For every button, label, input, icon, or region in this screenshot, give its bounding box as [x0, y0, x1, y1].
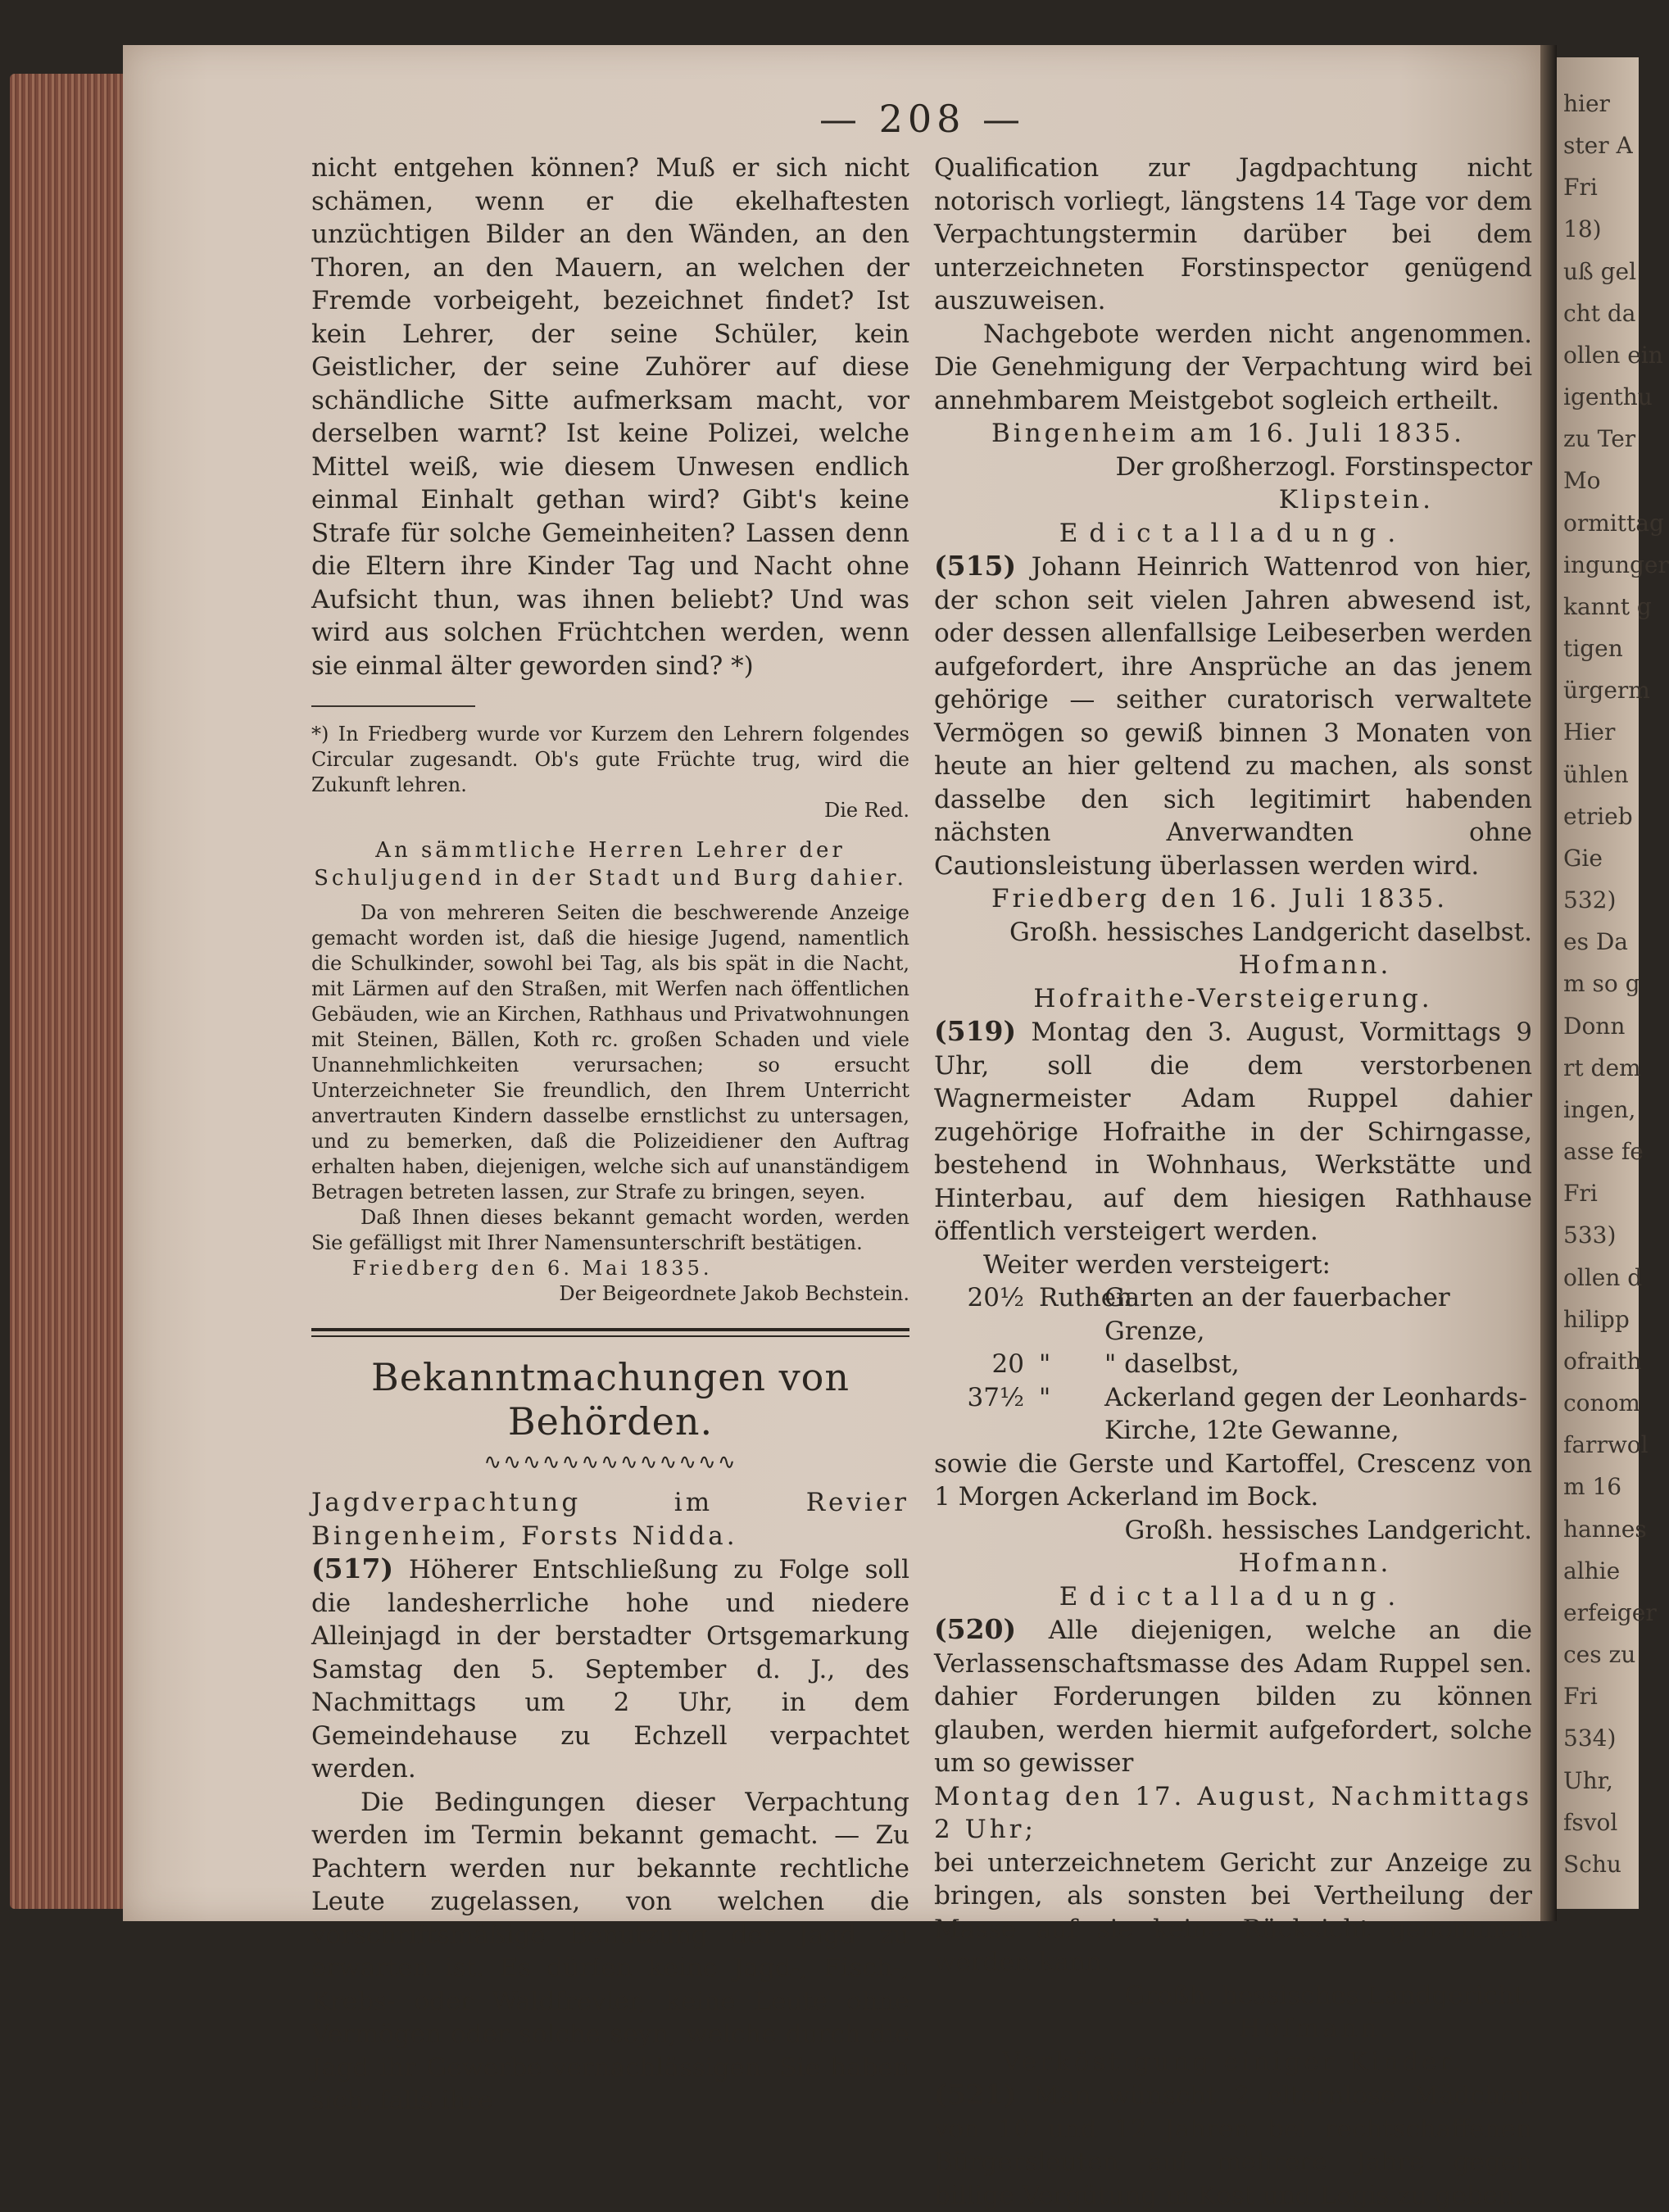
notice-520-text: Alle diejenigen, welche an die Verlassenschaftsmasse des Adam Ruppel sen. dahier Forderungen bilden zu können glauben, werden hiermit aufgefordert, solche um so gewisser: [934, 1616, 1532, 1778]
next-page-fragment: ces zu: [1563, 1641, 1636, 1669]
friedberg-date: Friedberg den 16. Juli 1835.: [991, 884, 1449, 913]
notice-517-continuation: Qualification zur Jagdpachtung nicht notorisch vorliegt, längstens 14 Tage vor dem Verpachtungstermin darüber bei dem unterzeichneten Forstinspector genügend auszuweisen.: [934, 153, 1532, 315]
next-page-fragment: uß gel: [1563, 257, 1637, 285]
bingenheim-date: Bingenheim am 16. Juli 1835.: [991, 419, 1465, 448]
hofmann-3: Hofmann.: [1238, 2014, 1392, 2043]
notice-519-number: (519): [934, 1015, 1017, 1047]
section-heading: Bekanntmachungen von Behörden.: [371, 1355, 850, 1444]
notice-515-number: (515): [934, 550, 1017, 582]
footnote-rule: [311, 705, 475, 707]
next-page-fragment: asse fe: [1563, 1138, 1644, 1166]
next-page-fragment: hier: [1563, 90, 1610, 117]
item-amount: 20½: [967, 1283, 1024, 1312]
next-page-fragment: ormittag: [1563, 509, 1664, 537]
weiter-label: Weiter werden versteigert:: [983, 1249, 1331, 1280]
notice-515-text: Johann Heinrich Wattenrod von hier, der schon seit vielen Jahren abwesend ist, oder dessen allenfallsige Leibeserben werden aufgefordert, ihre Ansprüche an das jenem gehörige — seither curatorisch verwaltete Vermögen so gewiß binnen 3 Monaten von heute an hier geltend zu machen, als sonst dasselbe den sich legitimirt habenden nächsten Anverwandten ohne Cautionsleistung überlassen werden wird.: [934, 552, 1532, 881]
next-page-fragment: Fri: [1563, 1180, 1598, 1208]
list-item: [934, 1281, 1532, 1348]
next-page-fragment: Mo: [1563, 467, 1601, 495]
landgericht-1: Großh. hessisches Landgericht daselbst.: [1009, 917, 1532, 947]
article-continuation: nicht entgehen können? Muß er sich nicht schämen, wenn er die ekelhaftesten unzüchtigen Bilder an den Wänden, an den Thoren, an den Mauern, an welchen der Fremde vorbeigeht, bezeichnet findet? Ist kein Lehrer, der seine Schüler, kein Geistlicher, der seine Zuhörer auf diese schändliche Sitte aufmerksam macht, vor derselben warnt? Ist keine Polizei, welche Mittel weiß, wie diesem Unwesen endlich einmal Einhalt gethan wird? Gibt's keine Strafe für solche Gemeinheiten? Lassen denn die Eltern ihre Kinder Tag und Nacht ohne Aufsicht thun, was ihnen beliebt? Und was wird aus solchen Früchtchen werden, wenn sie einmal älter geworden sind? *): [311, 153, 909, 681]
next-page-fragment: 532): [1563, 886, 1617, 914]
notice-517-number: (517): [311, 1552, 394, 1584]
left-column: [311, 152, 909, 2118]
next-page-fragment: hilipp: [1563, 1305, 1630, 1333]
edictal-title-2: Edictalladung.: [1059, 1581, 1408, 1611]
right-column: [934, 152, 1532, 2212]
next-page-fragment: 533): [1563, 1222, 1617, 1249]
next-page-fragment: zu Ter: [1563, 425, 1636, 453]
next-page-fragment: Donn: [1563, 1012, 1626, 1040]
notice-517-paragraph-2: Die Bedingungen dieser Verpachtung werden im Termin bekannt gemacht. — Zu Pachtern werden nur bekannte rechtliche Leute zugelassen, von welchen die vorschriftsmäßige Benutzung der Jagd zu erwarten ist. Es dürfen keine Jagd-, Fisch-, Krebs- oder Waldfrevler, keine Leute ohne Vermögen oder solche seyn, welche durch die Jagd ihr Gewerbe vernachlässigen. Sie haben sich, falls ihre: [311, 1787, 909, 2115]
next-page-fragment: rt dem: [1563, 1054, 1641, 1081]
next-page-fragment: Fri: [1563, 1683, 1598, 1711]
item-unit: ": [1039, 1382, 1051, 1412]
forstinspector-title: Der großherzogl. Forstinspector: [1115, 451, 1532, 482]
list-item: [934, 1381, 1532, 1448]
next-page-fragment: Gie: [1563, 844, 1603, 872]
next-page-fragment: Hier: [1563, 718, 1616, 746]
item-amount: 20: [991, 1349, 1024, 1379]
next-page-fragment: cht da: [1563, 299, 1636, 327]
notice-517-conditions: Nachgebote werden nicht angenommen. Die Genehmigung der Verpachtung wird bei annehmbarem Meistgebot sogleich ertheilt.: [934, 319, 1532, 415]
next-page-fragment: hannes: [1563, 1515, 1647, 1543]
footnote-signature: Die Red.: [823, 799, 909, 822]
hofraithe-title: Hofraithe-Versteigerung.: [1033, 983, 1433, 1013]
next-page-fragment: ühlen: [1563, 760, 1629, 788]
next-page-fragment: erfeiger: [1563, 1598, 1657, 1626]
next-page-fragment: ofraith: [1563, 1347, 1642, 1375]
hofmann-2: Hofmann.: [1238, 1548, 1392, 1578]
list-item: [934, 1348, 1532, 1381]
circular-date: Friedberg den 6. Mai 1835.: [352, 1257, 713, 1280]
section-rule: [311, 1328, 909, 1337]
next-page-fragment: ster A: [1563, 132, 1633, 160]
next-page-fragment: conom: [1563, 1389, 1640, 1417]
next-page-fragment: fsvol: [1563, 1808, 1618, 1836]
edictal-title-1: Edictalladung.: [1059, 518, 1408, 548]
items-tail: sowie die Gerste und Kartoffel, Crescenz von 1 Morgen Ackerland im Bock.: [934, 1448, 1532, 1512]
next-page-fragment: ingen,: [1563, 1095, 1636, 1123]
next-page-fragment: kannt g: [1563, 592, 1652, 620]
notice-521-text: Man wünscht 2 elternlose Mädchen von 10 und 12 Jahren bei rechtschaffenen Bürgersleuten auf mehrere Jahre gegen billige Vergütung in Kost und Logis zu geben.: [934, 2081, 1533, 2210]
notice-515: [934, 550, 1532, 882]
next-page-fragment: Uhr,: [1563, 1766, 1613, 1794]
notice-517-title: Jagdverpachtung im Revier Bingenheim, Forsts Nidda.: [311, 1488, 909, 1551]
circular-paragraph-2: Daß Ihnen dieses bekannt gemacht worden, werden Sie gefälligst mit Ihrer Namensunterschrift bestätigen.: [311, 1206, 909, 1254]
notice-521-number: (521): [934, 2078, 1017, 2110]
next-page-fragment: alhie: [1563, 1557, 1621, 1584]
next-page-edge: [1557, 57, 1669, 1909]
notice-521: [934, 2078, 1532, 2212]
item-unit: Ruthen: [1039, 1283, 1133, 1312]
next-page-fragment: etrieb: [1563, 802, 1633, 830]
landgericht-3: Großh. hessisches Landgericht.: [1124, 1980, 1532, 2010]
next-page-fragment: tigen: [1563, 635, 1623, 663]
next-page-fragment: ürgerm: [1563, 677, 1650, 705]
notice-520-tail: bei unterzeichnetem Gericht zur Anzeige zu bringen, als sonsten bei Vertheilung der Masse auf sie keine Rücksicht genommen werden kann.: [934, 1847, 1532, 1977]
items-list: [934, 1281, 1532, 1448]
book-gutter: [1540, 45, 1557, 1921]
item-description: " daselbst,: [1104, 1349, 1240, 1379]
next-page-fragment: m so g: [1563, 970, 1640, 998]
item-description: Ackerland gegen der Leonhards-Kirche, 12te Gewanne,: [1104, 1382, 1527, 1445]
circular-paragraph-1: Da von mehreren Seiten die beschwerende Anzeige gemacht worden ist, daß die hiesige Jugend, namentlich die Schulkinder, sowohl bei Tag, als bis spät in die Nacht, mit Lärmen auf den Straßen, mit Werfen nach öffentlichen Gebäuden, wie an Kirchen, Rathhaus und Privatwohnungen mit Steinen, Bällen, Koth rc. großen Schaden und viele Unannehmlichkeiten verursachen; so ersucht Unterzeichneter Sie freundlich, den Ihrem Unterricht anvertrauten Kindern dasselbe ernstlichst zu untersagen, und zu bemerken, daß die Polizeidiener den Auftrag erhalten haben, diejenigen, welche sich auf unanständigem Betragen betreten lassen, zur Strafe zu bringen, seyen.: [311, 901, 909, 1203]
page-number: — 208 —: [819, 97, 1026, 141]
hofmann-1: Hofmann.: [1238, 950, 1392, 980]
item-unit: ": [1039, 1349, 1051, 1379]
item-amount: 37½: [967, 1382, 1024, 1412]
next-page-fragment: igenthu: [1563, 383, 1653, 411]
circular-signature: Der Beigeordnete Jakob Bechstein.: [559, 1282, 909, 1305]
notice-517-paragraph-1: [311, 1552, 909, 1786]
next-page-fragment: ingunger: [1563, 551, 1669, 578]
next-page-fragment: m 16: [1563, 1473, 1622, 1501]
circular-title: An sämmtliche Herren Lehrer der Schuljugend in der Stadt und Burg dahier.: [314, 838, 907, 891]
next-page-fragment: Fri: [1563, 174, 1598, 202]
footnote: *) In Friedberg wurde vor Kurzem den Lehrern folgendes Circular zugesandt. Ob's gute Früchte trug, wird die Zukunft lehren.: [311, 723, 909, 796]
next-page-fragment: farrwol: [1563, 1431, 1649, 1459]
item-description: Garten an der fauerbacher Grenze,: [1104, 1283, 1450, 1346]
notice-520: [934, 1613, 1532, 1780]
notice-519-text: Montag den 3. August, Vormittags 9 Uhr, soll die dem verstorbenen Wagnermeister Adam Ruppel dahier zugehörige Hofraithe in der Schirngasse, bestehend in Wohnhaus, Werkstätte und Hinterbau, auf dem hiesigen Rathhause öffentlich versteigert werden.: [934, 1018, 1532, 1246]
notice-517-text: Höherer Entschließung zu Folge soll die landesherrliche hohe und niedere Alleinjagd in der berstadter Ortsgemarkung Samstag den 5. September d. J., des Nachmittags um 2 Uhr, in dem Gemeindehause zu Echzell verpachtet werden.: [311, 1555, 909, 1784]
next-page-fragment: 18): [1563, 215, 1602, 243]
next-page-fragment: Schu: [1563, 1850, 1621, 1878]
notice-520-date: Montag den 17. August, Nachmittags 2 Uhr;: [934, 1781, 1532, 1844]
next-page-fragment: ollen d: [1563, 1263, 1643, 1291]
next-page-fragment: ollen ein: [1563, 341, 1663, 369]
next-page-fragment: 534): [1563, 1725, 1617, 1752]
kinder-title: Verköstigung einiger Kinder.: [1002, 2047, 1464, 2077]
notice-520-number: (520): [934, 1613, 1017, 1645]
notice-519: [934, 1015, 1532, 1249]
ornament: ∿∿∿∿∿∿∿∿∿∿∿∿∿: [483, 1450, 737, 1475]
landgericht-2: Großh. hessisches Landgericht.: [1124, 1515, 1532, 1545]
forstinspector-name: Klipstein.: [1278, 485, 1434, 514]
next-page-fragment: es Da: [1563, 928, 1628, 956]
